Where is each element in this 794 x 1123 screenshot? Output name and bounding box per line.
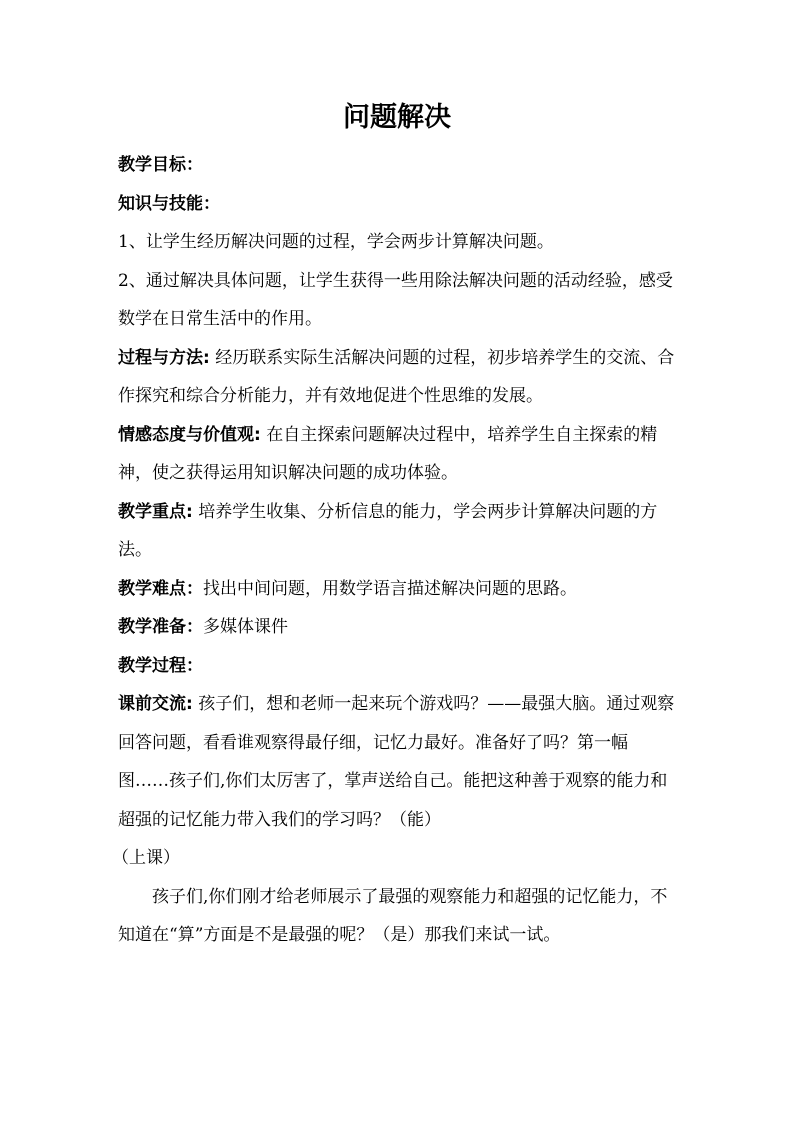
document-body: [112, 146, 678, 955]
preparation-paragraph: [118, 608, 678, 647]
difficulties-paragraph: [118, 570, 678, 609]
key-points-text: 培养学生收集、分析信息的能力，学会两步计算解决问题的方法。: [118, 501, 658, 560]
procedure-heading: 教学过程：: [118, 655, 203, 676]
process-method-text: 经历联系实际生活解决问题的过程，初步培养学生的交流、合作探究和综合分析能力，并有效地促进个性思维的发展。: [118, 347, 675, 406]
preparation-text: 多媒体课件: [203, 617, 288, 637]
attitude-paragraph: [118, 416, 678, 493]
knowledge-item-1: 1、让学生经历解决问题的过程，学会两步计算解决问题。: [118, 232, 554, 252]
knowledge-heading: 知识与技能：: [118, 193, 220, 214]
difficulties-text: 找出中间问题，用数学语言描述解决问题的思路。: [203, 578, 577, 599]
attitude-label: 情感态度与价值观:: [118, 424, 261, 445]
page-title: 问题解决: [343, 102, 451, 133]
pre-class-label: 课前交流:: [118, 694, 193, 714]
process-method-label: 过程与方法:: [118, 347, 210, 368]
key-points-paragraph: [118, 493, 678, 570]
objectives-heading: 教学目标：: [118, 155, 203, 175]
attitude-text: 在自主探索问题解决过程中，培养学生自主探索的精神，使之获得运用知识解决问题的成功体验。: [118, 424, 658, 483]
process-method-paragraph: [118, 339, 678, 416]
difficulties-label: 教学难点：: [118, 578, 203, 599]
knowledge-item-2: 2、通过解决具体问题，让学生获得一些用除法解决问题的活动经验，感受数学在日常生活中的作用。: [118, 270, 673, 329]
key-points-label: 教学重点:: [118, 501, 193, 522]
pre-class-text: 孩子们，想和老师一起来玩个游戏吗？——最强大脑。通过观察回答问题，看看谁观察得最仔细，记忆力最好。准备好了吗？第一幅图……孩子们,你们太厉害了，掌声送给自己。能把这种善于观察的能力和超强的记忆能力带入我们的学习吗？（能）: [118, 694, 675, 830]
pre-class-paragraph: [118, 685, 678, 839]
preparation-label: 教学准备：: [118, 617, 203, 637]
closing-paragraph: 孩子们,你们刚才给老师展示了最强的观察能力和超强的记忆能力，不知道在“算”方面是不是最强的呢？（是）那我们来试一试。: [118, 886, 668, 945]
class-start-note: （上课）: [112, 848, 180, 868]
